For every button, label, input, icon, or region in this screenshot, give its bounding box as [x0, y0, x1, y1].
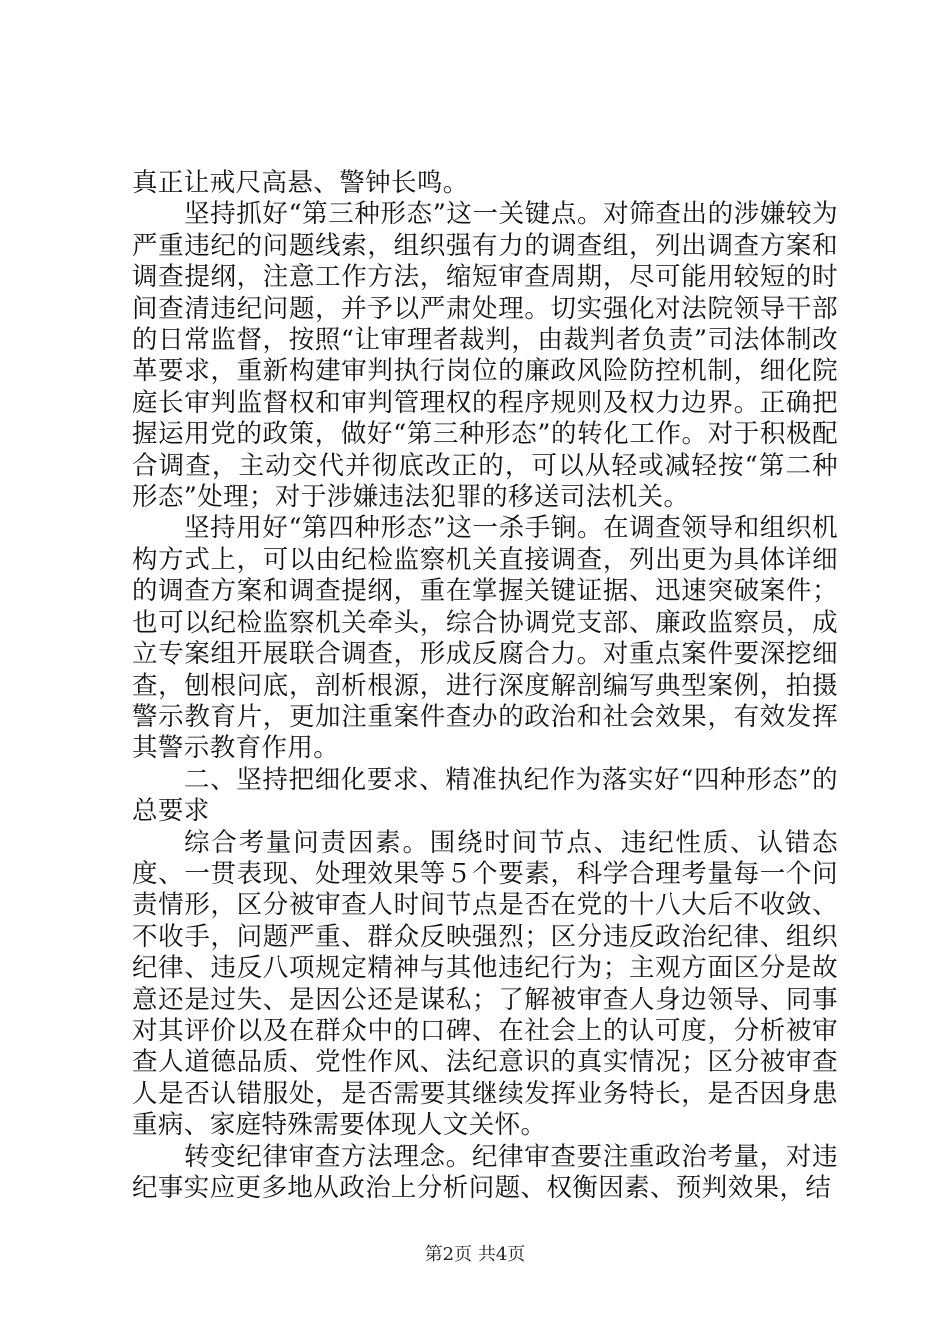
section-heading-two: 二、坚持把细化要求、精准执纪作为落实好“四种形态”的总要求	[132, 764, 838, 827]
paragraph-accountability-factors: 综合考量问责因素。围绕时间节点、违纪性质、认错态度、一贯表现、处理效果等５个要素，科学合理考量每一个问责情形，区分被审查人时间节点是否在党的十八大后不收敛、不收手，问题严重、群众反映强烈；区分违反政治纪律、组织纪律、违反八项规定精神与其他违纪行为；主观方面区分是故意还是过失、是因公还是谋私；了解被审查人身边领导、同事对其评价以及在群众中的口碑、在社会上的认可度，分析被审查人道德品质、党性作风、法纪意识的真实情况；区分被审查人是否认错服处，是否需要其继续发挥业务特长，是否因身患重病、家庭特殊需要体现人文关怀。	[132, 827, 838, 1141]
paragraph-continuation: 真正让戒尺高悬、警钟长鸣。	[132, 168, 469, 198]
paragraph-fourth-form: 坚持用好“第四种形态”这一杀手锏。在调查领导和组织机构方式上，可以由纪检监察机关直接调查，列出更为具体详细的调查方案和调查提纲，重在掌握关键证据、迅速突破案件；也可以纪检监察机关牵头，综合协调党支部、廉政监察员，成立专案组开展联合调查，形成反腐合力。对重点案件要深挖细查，刨根问底，剖析根源，进行深度解剖编写典型案例，拍摄警示教育片，更加注重案件查办的政治和社会效果，有效发挥其警示教育作用。	[132, 513, 838, 764]
paragraph-third-form: 坚持抓好“第三种形态”这一关键点。对筛查出的涉嫌较为严重违纪的问题线索，组织强有力的调查组，列出调查方案和调查提纲，注意工作方法，缩短审查周期，尽可能用较短的时间查清违纪问题，并予以严肃处理。切实强化对法院领导干部的日常监督，按照“让审理者裁判，由裁判者负责”司法体制改革要求，重新构建审判执行岗位的廉政风险防控机制，细化院庭长审判监督权和审判管理权的程序规则及权力边界。正确把握运用党的政策，做好“第三种形态”的转化工作。对于积极配合调查，主动交代并彻底改正的，可以从轻或减轻按“第二种形态”处理；对于涉嫌违法犯罪的移送司法机关。	[132, 199, 838, 513]
document-body	[132, 168, 838, 1204]
paragraph-review-methods: 转变纪律审查方法理念。纪律审查要注重政治考量，对违纪事实应更多地从政治上分析问题、权衡因素、预判效果，结	[132, 1141, 838, 1203]
page-footer: 第2页 共4页	[424, 1244, 526, 1265]
